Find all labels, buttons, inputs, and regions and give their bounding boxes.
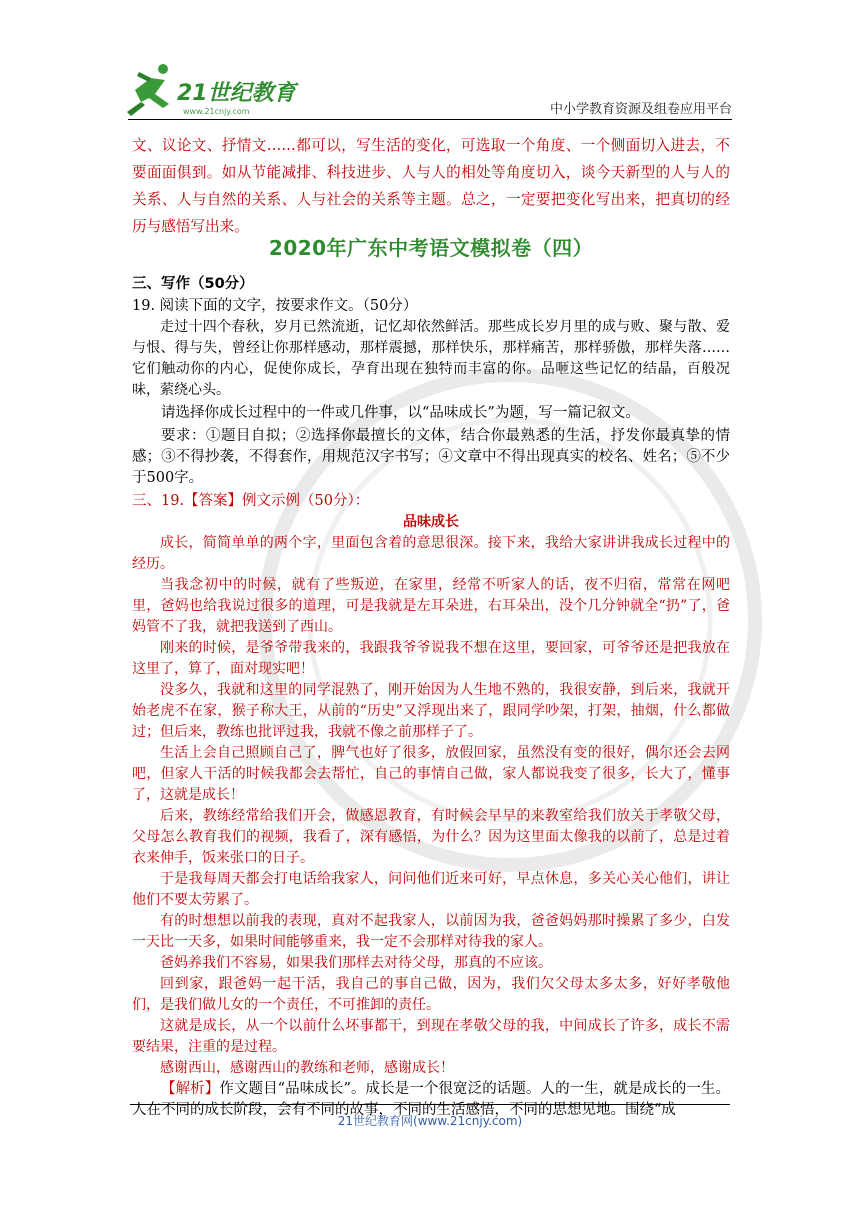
- question-requirements: 要求：①题目自拟；②选择你最擅长的文体，结合你最熟悉的生活，抒发你最真挚的情感；③不得抄袭，不得套作，用规范汉字书写；④文章中不得出现真实的校名、姓名；⑤不少于500字。: [132, 428, 730, 486]
- essay-title: 品味成长: [403, 514, 459, 530]
- logo-text: 21世纪教育: [177, 81, 296, 106]
- essay-paragraph: 生活上会自己照顾自己了，脾气也好了很多，放假回家，虽然没有变的很好，偶尔还会去网吧，但家人干活的时候我都会去帮忙，自己的事情自己做，家人都说我变了很多，长大了，懂事了，这就是成长！: [132, 745, 730, 803]
- section-heading: 三、写作（50分）: [132, 276, 254, 292]
- analysis-text: 作文题目“品味成长”。成长是一个很宽泛的话题。人的一生，就是成长的一生。人在不同的成长阶段，会有不同的故事，不同的生活感悟，不同的思想见地。围绕“成: [132, 1081, 730, 1118]
- 21cnjy-logo: [125, 60, 300, 118]
- footer-divider: [130, 1104, 730, 1105]
- answer-label: 三、19.【答案】例文示例（50分）：: [132, 493, 370, 509]
- logo-url: www.21cnjy.com: [183, 107, 250, 116]
- question-task: 请选择你成长过程中的一件或几件事，以“品味成长”为题，写一篇记叙文。: [161, 405, 640, 421]
- essay-body: [132, 533, 730, 1079]
- essay-paragraph: 有的时想想以前我的表现，真对不起我家人，以前因为我，爸爸妈妈那时操累了多少，白发一天比一天多，如果时间能够重来，我一定不会那样对待我的家人。: [132, 913, 730, 950]
- intro-paragraph: 文、议论文、抒情文……都可以，写生活的变化，可选取一个角度、一个侧面切入进去，不要面面俱到。如从节能减排、科技进步、人与人的相处等角度切入，谈今天新型的人与人的关系、人与自然的关系、人与社会的关系等主题。总之，一定要把变化写出来，把真切的经历与感悟写出来。: [132, 137, 730, 235]
- essay-paragraph: 回到家，跟爸妈一起干活，我自己的事自己做，因为，我们欠父母太多太多，好好孝敬他们，是我们做儿女的一个责任，不可推卸的责任。: [132, 976, 730, 1013]
- essay-paragraph: 这就是成长，从一个以前什么坏事都干，到现在孝敬父母的我，中间成长了许多，成长不需要结果，注重的是过程。: [132, 1018, 730, 1055]
- essay-paragraph: 爸妈养我们不容易，如果我们那样去对待父母，那真的不应该。: [160, 955, 552, 971]
- header-divider: [128, 119, 732, 120]
- essay-paragraph: 没多久，我就和这里的同学混熟了，刚开始因为人生地不熟的，我很安静，到后来，我就开始老虎不在家，猴子称大王，从前的“历史”又浮现出来了，跟同学吵架，打架，抽烟，什么都做过；但后来，教练也批评过我，我就不像之前那样子了。: [132, 682, 730, 740]
- question-passage: 走过十四个春秋，岁月已然流逝，记忆却依然鲜活。那些成长岁月里的成与败、聚与散、爱与恨、得与失，曾经让你那样感动，那样震撼，那样快乐，那样痛苦，那样骄傲，那样失落……它们触动你的内心，促使你成长，孕育出现在独特而丰富的你。品咂这些记忆的结晶，百般况味，萦绕心头。: [132, 319, 730, 398]
- intro-section: [132, 132, 730, 240]
- essay-paragraph: 刚来的时候，是爷爷带我来的，我跟我爷爷说我不想在这里，要回家，可爷爷还是把我放在这里了，算了，面对现实吧！: [132, 640, 730, 677]
- question-prompt: 19. 阅读下面的文字，按要求作文。（50分）: [132, 298, 418, 314]
- footer-text: 21世纪教育网(www.21cnjy.com): [337, 1114, 523, 1128]
- analysis-label: 【解析】: [161, 1081, 220, 1097]
- essay-paragraph: 当我念初中的时候，就有了些叛逆，在家里，经常不听家人的话，夜不归宿，常常在网吧里，爸妈也给我说过很多的道理，可是我就是左耳朵进，右耳朵出，没个几分钟就全“扔”了，爸妈管不了我，就把我送到了西山。: [132, 577, 730, 635]
- writing-section: [132, 272, 730, 1121]
- essay-paragraph: 感谢西山，感谢西山的教练和老师，感谢成长！: [160, 1060, 454, 1076]
- essay-paragraph: 于是我每周天都会打电话给我家人，问问他们近来可好，早点休息，多关心关心他们，讲让他们不要太劳累了。: [132, 871, 730, 908]
- exam-title: 2020年广东中考语文模拟卷（四）: [268, 236, 594, 260]
- essay-paragraph: 成长，简简单单的两个字，里面包含着的意思很深。接下来，我给大家讲讲我成长过程中的经历。: [132, 535, 730, 572]
- header-platform: 中小学教育资源及组卷应用平台: [549, 102, 732, 117]
- essay-paragraph: 后来，教练经常给我们开会，做感恩教育，有时候会早早的来教室给我们放关于孝敬父母，父母怎么教育我们的视频，我看了，深有感悟，为什么？因为这里面太像我的以前了，总是过着衣来伸手，饭来张口的日子。: [132, 808, 730, 866]
